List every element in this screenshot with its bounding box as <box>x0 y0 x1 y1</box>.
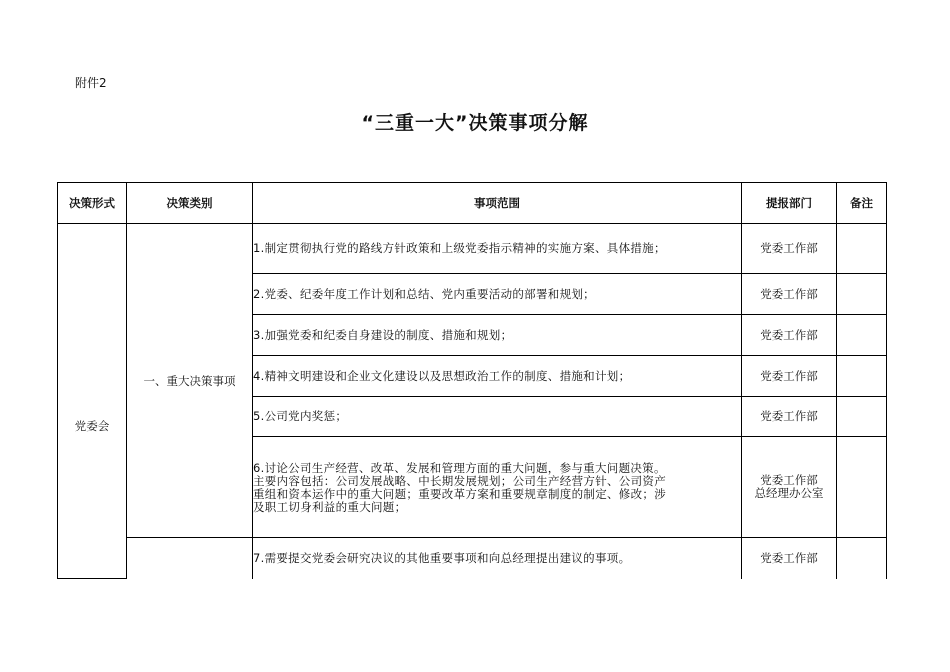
header-category: 决策类别 <box>127 183 253 224</box>
remark-cell <box>837 538 887 579</box>
department-cell: 党委工作部 <box>742 356 837 397</box>
header-department: 提报部门 <box>742 183 837 224</box>
form-value: 党委会 <box>74 419 110 433</box>
remark-cell <box>837 437 887 538</box>
header-scope: 事项范围 <box>253 183 742 224</box>
scope-cell <box>253 437 742 538</box>
department-line: 总经理办公室 <box>754 486 824 500</box>
scope-line: 6.讨论公司生产经营、改革、发展和管理方面的重大问题，参与重大问题决策。 <box>253 461 666 475</box>
department-cell: 党委工作部 <box>742 397 837 437</box>
remark-cell <box>837 274 887 315</box>
scope-line: 主要内容包括：公司发展战略、中长期发展规划；公司生产经营方针、公司资产 <box>253 474 666 488</box>
category-cell: 一、重大决策事项 <box>127 224 253 538</box>
scope-cell: 3.加强党委和纪委自身建设的制度、措施和规划； <box>253 315 742 356</box>
scope-cell: 2.党委、纪委年度工作计划和总结、党内重要活动的部署和规划； <box>253 274 742 315</box>
scope-cell: 5.公司党内奖惩； <box>253 397 742 437</box>
department-cell: 党委工作部 <box>742 224 837 274</box>
decision-table <box>57 182 887 579</box>
header-form: 决策形式 <box>58 183 127 224</box>
scope-line: 及职工切身利益的重大问题； <box>253 500 407 514</box>
category-cell-continued <box>127 538 253 579</box>
header-remark: 备注 <box>837 183 887 224</box>
attachment-label: 附件2 <box>75 76 107 90</box>
document-title: “三重一大”决策事项分解 <box>361 112 589 134</box>
department-cell: 党委工作部 <box>742 538 837 579</box>
scope-cell: 7.需要提交党委会研究决议的其他重要事项和向总经理提出建议的事项。 <box>253 538 742 579</box>
scope-cell: 4.精神文明建设和企业文化建设以及思想政治工作的制度、措施和计划； <box>253 356 742 397</box>
remark-cell <box>837 224 887 274</box>
department-cell <box>742 437 837 538</box>
table-row <box>58 224 887 274</box>
department-cell: 党委工作部 <box>742 315 837 356</box>
scope-cell: 1.制定贯彻执行党的路线方针政策和上级党委指示精神的实施方案、具体措施； <box>253 224 742 274</box>
department-line: 党委工作部 <box>760 473 818 487</box>
scope-line: 重组和资本运作中的重大问题；重要改革方案和重要规章制度的制定、修改；涉 <box>253 487 666 501</box>
department-cell: 党委工作部 <box>742 274 837 315</box>
form-cell <box>58 224 127 579</box>
table-row <box>58 538 887 579</box>
remark-cell <box>837 397 887 437</box>
remark-cell <box>837 315 887 356</box>
header-row <box>58 183 887 224</box>
remark-cell <box>837 356 887 397</box>
